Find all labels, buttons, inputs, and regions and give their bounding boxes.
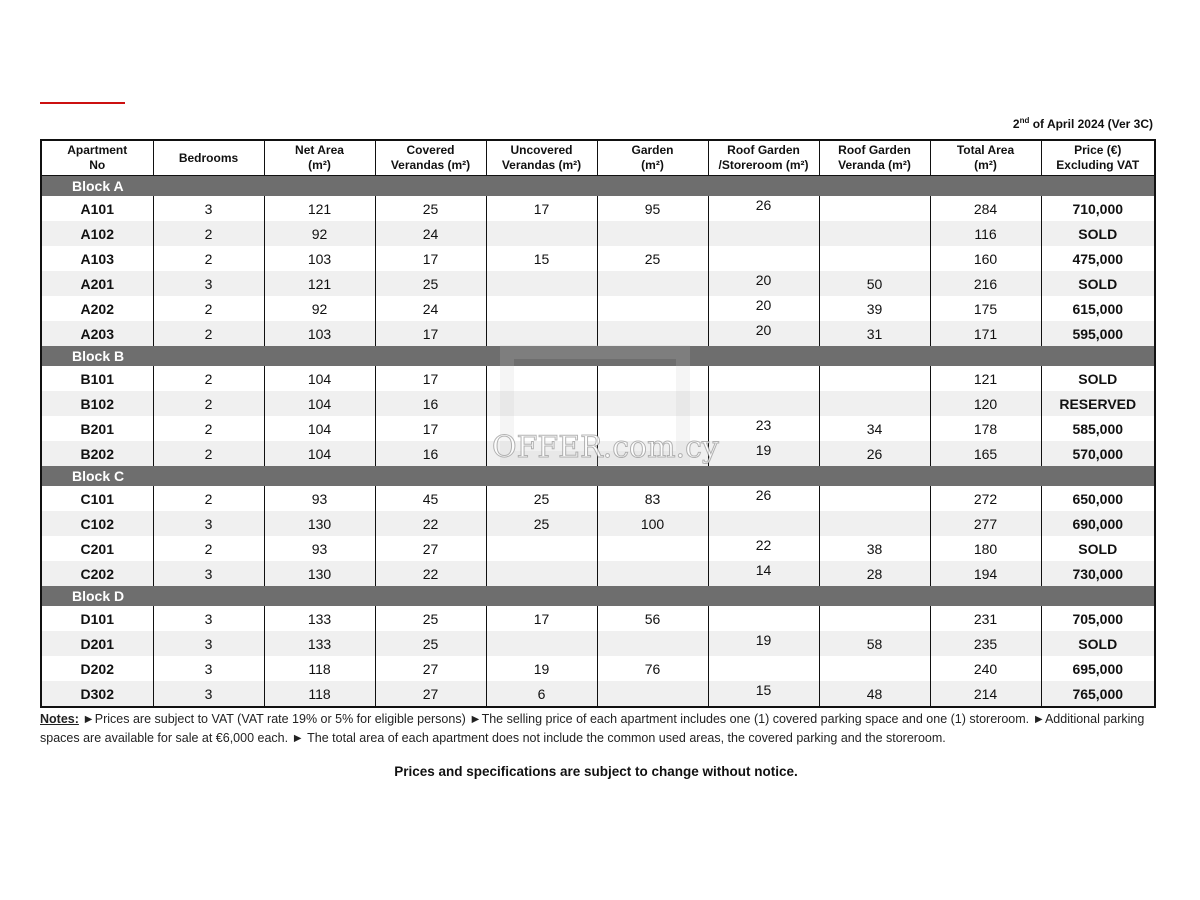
table-cell bbox=[819, 196, 930, 221]
table-cell bbox=[819, 656, 930, 681]
table-cell: 570,000 bbox=[1041, 441, 1154, 466]
table-cell: 25 bbox=[597, 246, 708, 271]
table-cell: 103 bbox=[264, 321, 375, 346]
table-cell bbox=[708, 606, 819, 631]
table-cell: 17 bbox=[375, 416, 486, 441]
table-cell: A102 bbox=[42, 221, 153, 246]
column-header-line1: Price (€) bbox=[1074, 143, 1122, 157]
table-cell: 118 bbox=[264, 681, 375, 706]
table-row bbox=[42, 366, 1154, 391]
table-cell: 23 bbox=[708, 416, 819, 441]
table-cell: 19 bbox=[708, 631, 819, 656]
table-row bbox=[42, 511, 1154, 536]
table-cell bbox=[597, 536, 708, 561]
column-header bbox=[264, 141, 375, 176]
table-cell: 19 bbox=[708, 441, 819, 466]
table-row bbox=[42, 606, 1154, 631]
table-cell bbox=[486, 416, 597, 441]
table-cell: 2 bbox=[153, 246, 264, 271]
table-cell: 27 bbox=[375, 536, 486, 561]
table-cell bbox=[486, 561, 597, 586]
column-header-line2: Verandas (m²) bbox=[501, 158, 582, 172]
table-cell bbox=[597, 296, 708, 321]
column-header-line1: Apartment bbox=[67, 143, 128, 157]
table-row bbox=[42, 656, 1154, 681]
table-cell: C201 bbox=[42, 536, 153, 561]
table-cell: 615,000 bbox=[1072, 300, 1124, 317]
block-header-row bbox=[42, 176, 1154, 197]
notes-label: Notes: bbox=[40, 712, 79, 726]
table-cell: 14 bbox=[708, 561, 819, 586]
table-cell: 22 bbox=[375, 561, 486, 586]
price-list-table-frame bbox=[40, 139, 1156, 708]
column-header-line2: Excluding VAT bbox=[1056, 158, 1140, 172]
table-cell: 116 bbox=[930, 221, 1041, 246]
table-cell bbox=[708, 221, 819, 246]
table-cell: 585,000 bbox=[1072, 420, 1124, 437]
table-cell: 2 bbox=[153, 221, 264, 246]
table-cell: 17 bbox=[375, 366, 486, 391]
table-cell: 121 bbox=[264, 271, 375, 296]
table-cell: 277 bbox=[930, 511, 1041, 536]
table-cell: 38 bbox=[819, 536, 930, 561]
column-header-line2: (m²) bbox=[974, 158, 997, 172]
table-cell bbox=[819, 606, 930, 631]
table-row bbox=[42, 631, 1154, 656]
table-cell bbox=[819, 511, 930, 536]
table-cell: 31 bbox=[819, 321, 930, 346]
table-cell: 3 bbox=[153, 681, 264, 706]
table-row bbox=[42, 391, 1154, 416]
document-date: 2nd of April 2024 (Ver 3C) bbox=[1012, 116, 1153, 131]
table-cell: 216 bbox=[930, 271, 1041, 296]
table-cell: 22 bbox=[708, 536, 819, 561]
table-cell: 3 bbox=[153, 271, 264, 296]
table-cell: 3 bbox=[153, 196, 264, 221]
table-cell: 39 bbox=[819, 296, 930, 321]
table-row bbox=[42, 246, 1154, 271]
table-cell: D302 bbox=[42, 681, 153, 706]
table-cell: 93 bbox=[264, 536, 375, 561]
table-cell: 17 bbox=[486, 196, 597, 221]
price-list-table bbox=[42, 141, 1154, 706]
table-cell: 34 bbox=[819, 416, 930, 441]
table-cell: 475,000 bbox=[1072, 250, 1124, 267]
table-cell: 25 bbox=[375, 606, 486, 631]
table-row bbox=[42, 321, 1154, 346]
table-cell: D201 bbox=[42, 631, 153, 656]
block-name: Block A bbox=[42, 176, 1154, 197]
table-cell: 3 bbox=[153, 631, 264, 656]
table-cell: 26 bbox=[819, 441, 930, 466]
table-cell: 104 bbox=[264, 441, 375, 466]
block-header-row bbox=[42, 586, 1154, 606]
table-cell: SOLD bbox=[1078, 370, 1118, 387]
notes-text: ►Prices are subject to VAT (VAT rate 19% or 5% for eligible persons) ►The selling price of each apartment includes one (1) covered parking space and one (1) storeroom. ►Additional parking spaces are available for sale at €6,000 each. ► The total area of each apartment does not include the common used areas, the covered parking and the storeroom. bbox=[40, 712, 1145, 745]
table-cell: 20 bbox=[708, 321, 819, 346]
column-header bbox=[819, 141, 930, 176]
table-cell: 231 bbox=[930, 606, 1041, 631]
table-cell: 178 bbox=[930, 416, 1041, 441]
column-header-line2: Verandas (m²) bbox=[390, 158, 471, 172]
column-header-line2: Veranda (m²) bbox=[838, 158, 911, 172]
table-cell: B202 bbox=[42, 441, 153, 466]
table-cell: 284 bbox=[930, 196, 1041, 221]
table-cell: 272 bbox=[930, 486, 1041, 511]
table-cell: 22 bbox=[375, 511, 486, 536]
table-cell bbox=[708, 511, 819, 536]
table-cell: 76 bbox=[597, 656, 708, 681]
column-header-line2: No bbox=[89, 158, 106, 172]
column-header-line2: (m²) bbox=[308, 158, 331, 172]
table-cell: A201 bbox=[42, 271, 153, 296]
table-cell: B102 bbox=[42, 391, 153, 416]
column-header bbox=[1041, 141, 1154, 176]
table-body bbox=[42, 176, 1154, 707]
table-cell: 240 bbox=[930, 656, 1041, 681]
table-cell: 214 bbox=[930, 681, 1041, 706]
table-cell: 93 bbox=[264, 486, 375, 511]
table-cell: 27 bbox=[375, 656, 486, 681]
table-cell: 235 bbox=[930, 631, 1041, 656]
table-cell: 133 bbox=[264, 606, 375, 631]
table-cell: A203 bbox=[42, 321, 153, 346]
table-cell: 50 bbox=[819, 271, 930, 296]
table-cell: 121 bbox=[930, 366, 1041, 391]
table-cell bbox=[486, 631, 597, 656]
table-cell: 2 bbox=[153, 441, 264, 466]
table-cell: 58 bbox=[819, 631, 930, 656]
table-cell: C102 bbox=[42, 511, 153, 536]
table-cell: RESERVED bbox=[1041, 391, 1154, 416]
table-cell: 160 bbox=[930, 246, 1041, 271]
table-cell: 27 bbox=[375, 681, 486, 706]
watermark-text: OFFER.com.cy bbox=[492, 430, 719, 465]
column-header-line1: Total Area bbox=[956, 143, 1015, 157]
block-header-row bbox=[42, 466, 1154, 486]
column-header-line2: (m²) bbox=[641, 158, 664, 172]
table-cell: 56 bbox=[597, 606, 708, 631]
block-name: Block D bbox=[42, 586, 1154, 606]
table-cell: 121 bbox=[264, 196, 375, 221]
table-cell: 765,000 bbox=[1041, 681, 1154, 706]
table-cell: 20 bbox=[708, 271, 819, 296]
table-cell: B101 bbox=[42, 366, 153, 391]
table-cell: 2 bbox=[153, 296, 264, 321]
table-cell: 3 bbox=[153, 511, 264, 536]
column-header-line1: Roof Garden bbox=[727, 143, 800, 157]
table-row bbox=[42, 681, 1154, 706]
table-cell: 104 bbox=[264, 391, 375, 416]
table-cell: 24 bbox=[375, 296, 486, 321]
table-cell: 171 bbox=[930, 321, 1041, 346]
table-row bbox=[42, 486, 1154, 511]
table-cell: 194 bbox=[930, 561, 1041, 586]
table-cell bbox=[597, 366, 708, 391]
disclaimer-text: Prices and specifications are subject to change without notice. bbox=[394, 764, 798, 779]
table-cell: A202 bbox=[42, 296, 153, 321]
table-cell: A101 bbox=[42, 196, 153, 221]
table-cell: 2 bbox=[153, 486, 264, 511]
table-cell: 3 bbox=[153, 561, 264, 586]
table-cell: 95 bbox=[597, 196, 708, 221]
table-cell: C101 bbox=[42, 486, 153, 511]
column-header-line1: Uncovered bbox=[510, 143, 573, 157]
table-cell: D101 bbox=[42, 606, 153, 631]
table-cell bbox=[486, 366, 597, 391]
column-header-line1: Covered bbox=[406, 143, 455, 157]
table-cell: 175 bbox=[930, 296, 1041, 321]
column-header-line1: Garden bbox=[631, 143, 674, 157]
table-cell bbox=[708, 366, 819, 391]
table-cell: 25 bbox=[486, 486, 597, 511]
table-cell: SOLD bbox=[1041, 221, 1154, 246]
header-accent-line bbox=[40, 102, 125, 104]
table-cell bbox=[597, 441, 708, 466]
table-row bbox=[42, 296, 1154, 321]
table-cell: 690,000 bbox=[1041, 511, 1154, 536]
table-cell bbox=[597, 321, 708, 346]
table-cell: 6 bbox=[486, 681, 597, 706]
table-cell: 17 bbox=[375, 321, 486, 346]
table-cell: C202 bbox=[42, 561, 153, 586]
table-cell: 25 bbox=[375, 196, 486, 221]
block-header-row bbox=[42, 346, 1154, 366]
table-header-row bbox=[42, 141, 1154, 176]
block-name: Block B bbox=[42, 346, 1154, 366]
table-cell: 24 bbox=[375, 221, 486, 246]
table-cell: 165 bbox=[930, 441, 1041, 466]
table-cell: 2 bbox=[153, 321, 264, 346]
table-cell bbox=[486, 441, 597, 466]
table-cell: 83 bbox=[597, 486, 708, 511]
table-cell: 2 bbox=[153, 536, 264, 561]
table-cell: B201 bbox=[42, 416, 153, 441]
table-cell bbox=[597, 681, 708, 706]
column-header-line2: /Storeroom (m²) bbox=[718, 158, 809, 172]
table-cell: SOLD bbox=[1041, 271, 1154, 296]
table-cell bbox=[486, 321, 597, 346]
table-cell bbox=[708, 656, 819, 681]
column-header bbox=[930, 141, 1041, 176]
table-cell: 16 bbox=[375, 441, 486, 466]
notes-section bbox=[40, 710, 1156, 748]
table-cell: 730,000 bbox=[1041, 561, 1154, 586]
table-cell: 2 bbox=[153, 416, 264, 441]
table-cell bbox=[486, 536, 597, 561]
table-cell bbox=[597, 391, 708, 416]
table-cell bbox=[597, 631, 708, 656]
table-cell: 16 bbox=[375, 391, 486, 416]
table-cell: 2 bbox=[153, 366, 264, 391]
table-cell bbox=[597, 221, 708, 246]
column-header bbox=[486, 141, 597, 176]
table-cell bbox=[708, 246, 819, 271]
table-cell: 26 bbox=[708, 486, 819, 511]
table-cell: 100 bbox=[597, 511, 708, 536]
table-cell: 118 bbox=[264, 656, 375, 681]
table-row bbox=[42, 536, 1154, 561]
table-cell: 25 bbox=[375, 271, 486, 296]
table-row bbox=[42, 221, 1154, 246]
column-header bbox=[375, 141, 486, 176]
table-cell: SOLD bbox=[1041, 631, 1154, 656]
table-cell: 104 bbox=[264, 416, 375, 441]
table-cell: 104 bbox=[264, 366, 375, 391]
table-cell: 17 bbox=[486, 606, 597, 631]
table-cell: 120 bbox=[930, 391, 1041, 416]
table-cell: 92 bbox=[264, 221, 375, 246]
table-cell: 710,000 bbox=[1072, 200, 1124, 217]
column-header bbox=[597, 141, 708, 176]
table-row bbox=[42, 416, 1154, 441]
column-header-line1: Net Area bbox=[295, 143, 344, 157]
table-cell: 133 bbox=[264, 631, 375, 656]
table-cell: D202 bbox=[42, 656, 153, 681]
table-row bbox=[42, 196, 1154, 221]
table-cell: 20 bbox=[708, 296, 819, 321]
table-cell: 25 bbox=[486, 511, 597, 536]
table-cell bbox=[819, 246, 930, 271]
table-cell: 130 bbox=[264, 511, 375, 536]
table-cell bbox=[597, 561, 708, 586]
table-cell bbox=[597, 416, 708, 441]
table-cell bbox=[708, 391, 819, 416]
table-cell: 26 bbox=[708, 196, 819, 221]
column-header-line1: Roof Garden bbox=[838, 143, 911, 157]
table-row bbox=[42, 441, 1154, 466]
column-header-line1: Bedrooms bbox=[178, 150, 239, 165]
table-cell: 2 bbox=[153, 391, 264, 416]
column-header bbox=[708, 141, 819, 176]
table-cell: 25 bbox=[375, 631, 486, 656]
table-cell: SOLD bbox=[1078, 540, 1118, 557]
table-cell: A103 bbox=[42, 246, 153, 271]
table-cell: 28 bbox=[819, 561, 930, 586]
table-cell: 92 bbox=[264, 296, 375, 321]
table-cell bbox=[819, 366, 930, 391]
block-name: Block C bbox=[42, 466, 1154, 486]
table-row bbox=[42, 271, 1154, 296]
table-cell bbox=[486, 221, 597, 246]
table-cell bbox=[819, 221, 930, 246]
table-row bbox=[42, 561, 1154, 586]
table-cell: 15 bbox=[708, 681, 819, 706]
table-cell: 103 bbox=[264, 246, 375, 271]
table-cell: 17 bbox=[375, 246, 486, 271]
table-cell: 650,000 bbox=[1072, 490, 1124, 507]
table-cell bbox=[819, 391, 930, 416]
table-cell: 15 bbox=[486, 246, 597, 271]
table-cell: 3 bbox=[153, 656, 264, 681]
table-cell: 3 bbox=[153, 606, 264, 631]
table-cell bbox=[819, 486, 930, 511]
table-cell: 19 bbox=[486, 656, 597, 681]
table-cell: 130 bbox=[264, 561, 375, 586]
table-cell bbox=[597, 271, 708, 296]
table-cell: 695,000 bbox=[1072, 660, 1124, 677]
table-cell bbox=[486, 271, 597, 296]
table-cell: 595,000 bbox=[1041, 321, 1154, 346]
column-header bbox=[42, 141, 153, 176]
table-cell: 48 bbox=[819, 681, 930, 706]
table-cell bbox=[486, 296, 597, 321]
table-cell bbox=[486, 391, 597, 416]
table-cell: 45 bbox=[375, 486, 486, 511]
column-header bbox=[153, 141, 264, 176]
table-cell: 180 bbox=[930, 536, 1041, 561]
table-cell: 705,000 bbox=[1072, 610, 1124, 627]
